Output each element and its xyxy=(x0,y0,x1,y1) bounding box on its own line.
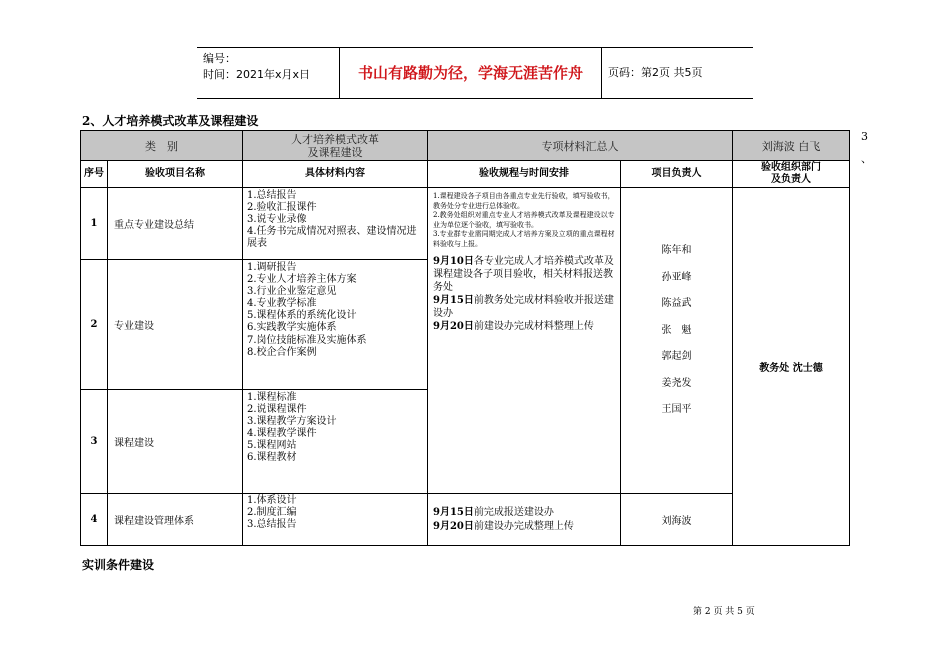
category-value: 人才培养模式改革 及课程建设 xyxy=(243,131,428,161)
rule-note: 2.教务处组织对重点专业人才培养模式改革及课程建设以专业为单位逐个验收，填写验收书。 xyxy=(433,211,615,229)
material-item: 2.制度汇编 xyxy=(247,507,297,519)
owner-name: 陈年和 xyxy=(661,245,692,256)
summary-persons: 刘海波 白飞 xyxy=(733,131,850,161)
schedule-item xyxy=(433,506,615,520)
material-item: 3.课程教学方案设计 xyxy=(247,416,337,428)
material-item: 5.课程网站 xyxy=(247,440,297,452)
row-materials xyxy=(243,188,428,260)
owner-group xyxy=(621,188,733,494)
material-item: 6.课程教材 xyxy=(247,452,297,464)
row-name: 重点专业建设总结 xyxy=(108,188,243,260)
owner-name: 张 魁 xyxy=(661,324,692,336)
row-materials xyxy=(243,260,428,390)
material-item: 3.总结报告 xyxy=(247,519,297,531)
material-item: 2.说课程课件 xyxy=(247,404,307,416)
owner-name: 郭起剑 xyxy=(661,351,692,362)
material-item: 4.专业教学标准 xyxy=(247,298,317,310)
rule-schedule xyxy=(433,255,615,333)
row-name: 课程建设 xyxy=(108,390,243,494)
schedule-date: 9月15日 xyxy=(433,506,474,518)
col-header-name: 验收项目名称 xyxy=(108,161,243,188)
page-number-label: 页码：第2页 共5页 xyxy=(608,66,703,79)
material-item: 8.校企合作案例 xyxy=(247,346,317,358)
col-header-no: 序号 xyxy=(81,161,108,188)
schedule-item xyxy=(433,320,615,333)
header-meta xyxy=(197,48,339,98)
schedule-text: 前教务处完成材料验收并报送建设办 xyxy=(433,294,614,319)
acceptance-table xyxy=(80,130,850,546)
schedule-item xyxy=(433,255,615,294)
material-item: 4.课程教学课件 xyxy=(247,428,317,440)
material-item: 1.体系设计 xyxy=(247,495,297,506)
row-number: 1 xyxy=(81,188,108,260)
schedule-date: 9月20日 xyxy=(433,320,474,332)
row-name: 专业建设 xyxy=(108,260,243,390)
material-item: 1.总结报告 xyxy=(247,190,297,201)
owner-name: 姜尧发 xyxy=(661,377,692,389)
owner-name: 陈益武 xyxy=(661,298,692,309)
material-item: 4.任务书完成情况对照表、建设情况进展表 xyxy=(247,226,417,250)
dept-cell: 教务处 沈士德 xyxy=(733,188,850,546)
col-header-rules: 验收规程与时间安排 xyxy=(428,161,621,188)
next-section-title: 实训条件建设 xyxy=(82,558,155,572)
table-row xyxy=(81,188,850,260)
schedule-date: 9月15日 xyxy=(433,294,474,306)
motto: 书山有路勤为径，学海无涯苦作舟 xyxy=(339,48,602,98)
rules-group xyxy=(428,188,621,494)
side-mark: 3 xyxy=(861,130,868,143)
summary-label: 专项材料汇总人 xyxy=(428,131,733,161)
section-title: 2、人才培养模式改革及课程建设 xyxy=(82,114,259,128)
schedule-date: 9月10日 xyxy=(433,255,474,267)
owner-name: 王国平 xyxy=(661,404,692,415)
row-number: 4 xyxy=(81,494,108,546)
number-label: 编号： xyxy=(203,52,236,65)
column-header-row xyxy=(81,161,850,188)
schedule-text: 各专业完成人才培养模式改革及课程建设各子项目验收，相关材料报送教务处 xyxy=(433,255,614,293)
col-header-materials: 具体材料内容 xyxy=(243,161,428,188)
material-item: 2.验收汇报课件 xyxy=(247,202,317,214)
category-row xyxy=(81,131,850,161)
material-item: 3.行业企业鉴定意见 xyxy=(247,286,337,298)
row-number: 3 xyxy=(81,390,108,494)
row-rules xyxy=(428,494,621,546)
page-footer: 第 2 页 共 5 页 xyxy=(693,607,755,617)
material-item: 6.实践教学实施体系 xyxy=(247,322,337,334)
side-mark: 、 xyxy=(861,152,872,165)
time-label: 时间：2021年x月x日 xyxy=(203,68,311,81)
material-item: 1.课程标准 xyxy=(247,392,297,403)
schedule-item xyxy=(433,294,615,320)
category-label: 类 别 xyxy=(81,131,243,161)
material-item: 5.课程体系的系统化设计 xyxy=(247,310,357,322)
col-header-dept: 验收组织部门 及负责人 xyxy=(733,161,850,188)
schedule-text: 前建设办完成整理上传 xyxy=(473,520,574,532)
col-header-owner: 项目负责人 xyxy=(621,161,733,188)
row-owner: 刘海波 xyxy=(621,494,733,546)
schedule-text: 前建设办完成材料整理上传 xyxy=(473,320,594,332)
page-header xyxy=(197,47,753,99)
rule-note: 3.专业群专业需同期完成人才培养方案及立项的重点课程材料验收与上报。 xyxy=(433,230,615,248)
rule-note: 1.课程建设各子项目由各重点专业先行验收，填写验收书，教务处分专业进行总体验收。 xyxy=(433,192,615,210)
material-item: 7.岗位技能标准及实施体系 xyxy=(247,334,367,346)
material-item: 3.说专业录像 xyxy=(247,214,307,226)
material-item: 2.专业人才培养主体方案 xyxy=(247,274,357,286)
owner-name: 孙亚峰 xyxy=(661,271,692,283)
schedule-date: 9月20日 xyxy=(433,520,474,532)
row-materials xyxy=(243,390,428,494)
schedule-item xyxy=(433,520,615,534)
material-item: 1.调研报告 xyxy=(247,262,297,273)
row-name: 课程建设管理体系 xyxy=(108,494,243,546)
row-materials xyxy=(243,494,428,546)
schedule-text: 前完成报送建设办 xyxy=(473,506,554,518)
row-number: 2 xyxy=(81,260,108,390)
